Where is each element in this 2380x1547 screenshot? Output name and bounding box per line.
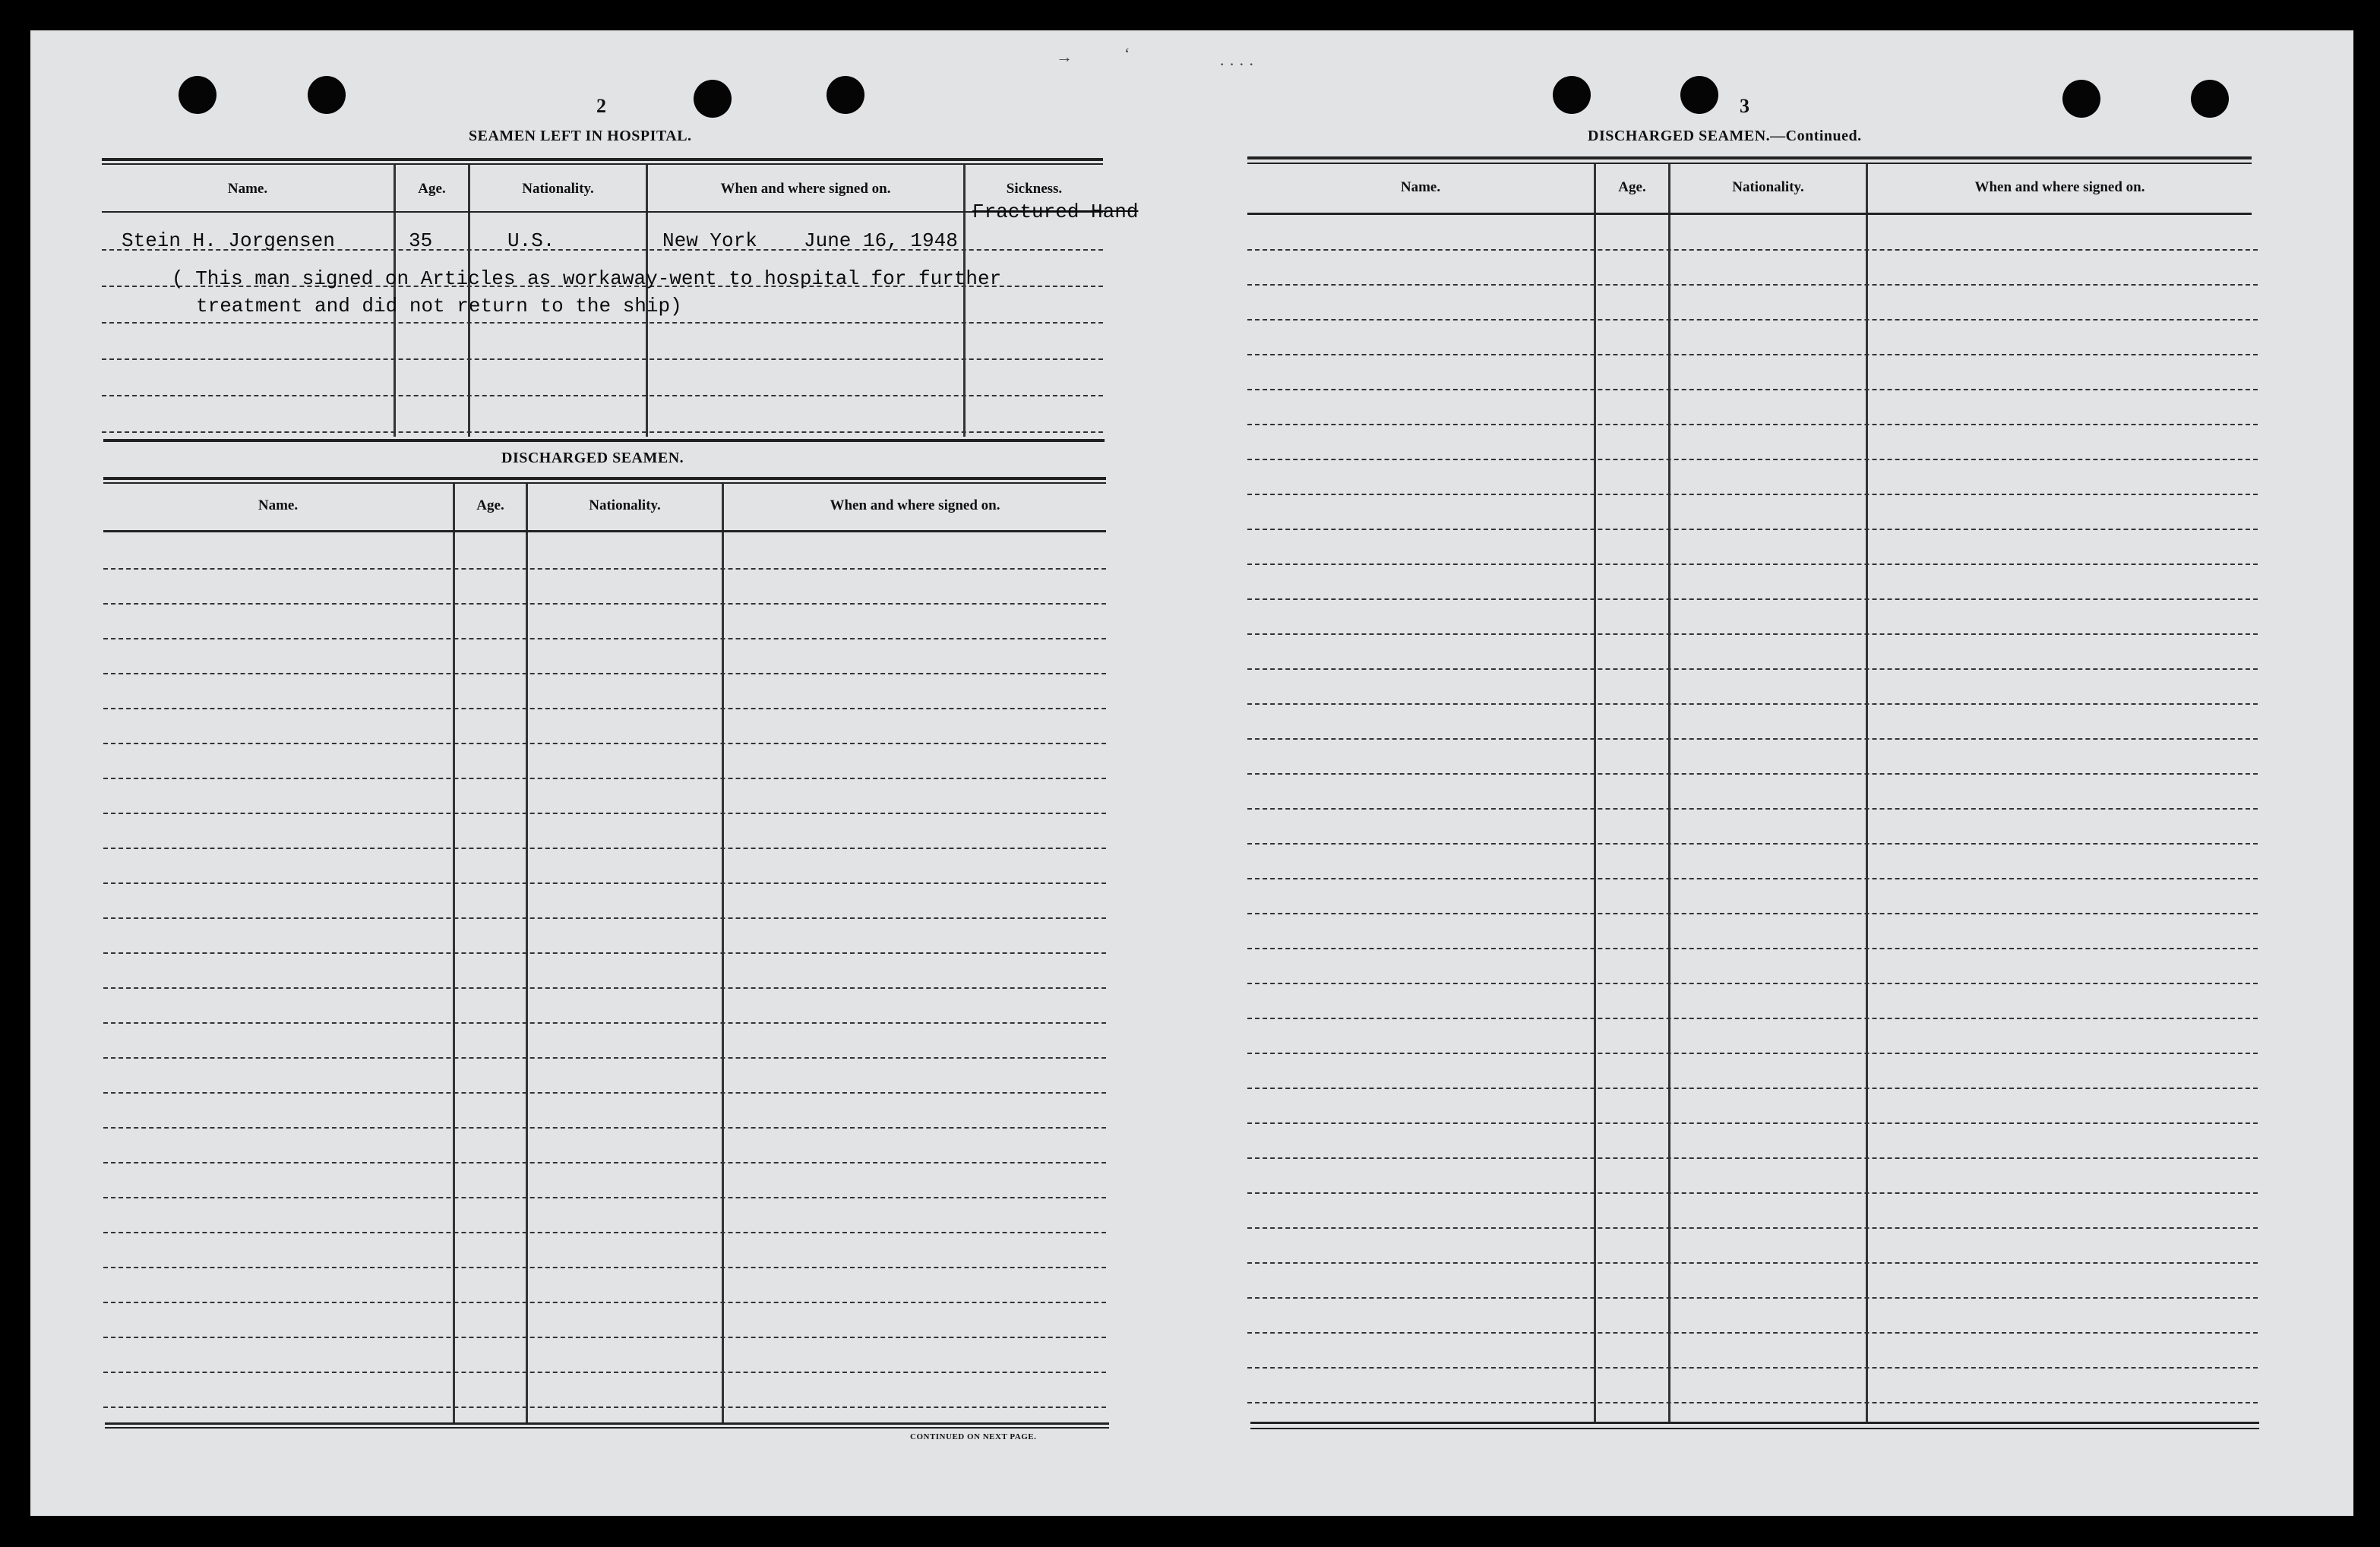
row-line bbox=[1247, 633, 2258, 635]
row-line bbox=[1247, 1297, 2258, 1299]
bottom-rule bbox=[1250, 1428, 2259, 1429]
entry-nationality: U.S. bbox=[507, 229, 555, 252]
row-line bbox=[1247, 389, 2258, 390]
column-header-nationality: Nationality. bbox=[589, 497, 661, 513]
top-rule bbox=[102, 158, 1103, 161]
row-line bbox=[102, 322, 1103, 324]
row-line bbox=[1247, 1367, 2258, 1369]
column-header-age: Age. bbox=[476, 497, 504, 513]
row-line bbox=[103, 987, 1106, 989]
row-line bbox=[1247, 668, 2258, 670]
row-line bbox=[1247, 878, 2258, 879]
section-title: SEAMEN LEFT IN HOSPITAL. bbox=[469, 128, 692, 144]
column-header-sickness: Sickness. bbox=[1006, 181, 1063, 197]
section-rule bbox=[103, 439, 1105, 442]
header-rule bbox=[102, 211, 1103, 213]
row-line bbox=[103, 917, 1106, 919]
column-divider bbox=[1594, 164, 1596, 1422]
column-header-signed-on: When and where signed on. bbox=[1974, 179, 2145, 195]
row-line bbox=[1247, 1157, 2258, 1159]
row-line bbox=[103, 603, 1106, 605]
row-line bbox=[103, 1057, 1106, 1059]
row-line bbox=[1247, 494, 2258, 495]
row-line bbox=[103, 1267, 1106, 1268]
row-line bbox=[103, 882, 1106, 884]
punch-hole bbox=[1680, 76, 1718, 114]
top-rule bbox=[103, 482, 1106, 484]
top-rule bbox=[102, 163, 1103, 165]
row-line bbox=[1247, 459, 2258, 460]
row-line bbox=[1247, 424, 2258, 425]
row-line bbox=[1247, 703, 2258, 705]
row-line bbox=[102, 395, 1103, 396]
row-line bbox=[1247, 1018, 2258, 1019]
top-rule bbox=[103, 477, 1106, 480]
row-line bbox=[1247, 354, 2258, 355]
row-line bbox=[103, 1092, 1106, 1094]
column-header-nationality: Nationality. bbox=[522, 181, 594, 197]
entry-age: 35 bbox=[409, 229, 433, 252]
continued-note: CONTINUED ON NEXT PAGE. bbox=[910, 1432, 1037, 1441]
row-line bbox=[103, 638, 1106, 639]
row-line bbox=[1247, 1192, 2258, 1194]
entry-sickness: Fractured Hand bbox=[972, 200, 1139, 223]
row-line bbox=[1247, 284, 2258, 286]
entry-name: Stein H. Jorgensen bbox=[122, 229, 335, 252]
section-title: DISCHARGED SEAMEN. bbox=[501, 450, 684, 466]
column-divider bbox=[1668, 164, 1670, 1422]
row-line bbox=[103, 708, 1106, 709]
row-line bbox=[103, 848, 1106, 849]
column-header-name: Name. bbox=[1400, 179, 1441, 195]
row-line bbox=[1247, 564, 2258, 565]
punch-hole bbox=[2191, 80, 2229, 118]
row-line bbox=[1247, 738, 2258, 740]
column-header-nationality: Nationality. bbox=[1732, 179, 1804, 195]
row-line bbox=[103, 952, 1106, 954]
row-line bbox=[1247, 1053, 2258, 1054]
page-number: 2 bbox=[596, 95, 606, 117]
row-line bbox=[103, 813, 1106, 814]
column-divider bbox=[1866, 164, 1868, 1422]
row-line bbox=[103, 1232, 1106, 1233]
row-line bbox=[103, 1407, 1106, 1408]
column-header-signed-on: When and where signed on. bbox=[720, 181, 891, 197]
row-line bbox=[1247, 983, 2258, 984]
row-line bbox=[103, 1337, 1106, 1338]
entry-place: New York bbox=[662, 229, 757, 252]
row-line bbox=[1247, 913, 2258, 914]
row-line bbox=[1247, 1332, 2258, 1334]
punch-hole bbox=[1553, 76, 1591, 114]
row-line bbox=[1247, 843, 2258, 845]
row-line bbox=[1247, 808, 2258, 810]
row-line bbox=[103, 1127, 1106, 1129]
stray-mark: · · · · bbox=[1219, 55, 1254, 74]
section-title: DISCHARGED SEAMEN.—Continued. bbox=[1588, 128, 1862, 144]
punch-hole bbox=[2062, 80, 2100, 118]
row-line bbox=[1247, 1262, 2258, 1264]
page-number: 3 bbox=[1740, 95, 1749, 117]
row-line bbox=[103, 673, 1106, 674]
row-line bbox=[1247, 1402, 2258, 1403]
top-rule bbox=[1247, 163, 2252, 164]
row-line bbox=[1247, 1227, 2258, 1229]
header-rule bbox=[103, 530, 1106, 532]
punch-hole bbox=[694, 80, 732, 118]
row-line bbox=[1247, 249, 2258, 251]
row-line bbox=[103, 1162, 1106, 1163]
column-header-age: Age. bbox=[1618, 179, 1646, 195]
punch-hole bbox=[308, 76, 346, 114]
column-header-signed-on: When and where signed on. bbox=[830, 497, 1000, 513]
top-rule bbox=[1247, 156, 2252, 159]
header-rule bbox=[1247, 213, 2252, 215]
row-line bbox=[1247, 1122, 2258, 1124]
column-header-name: Name. bbox=[258, 497, 299, 513]
row-line bbox=[1247, 598, 2258, 600]
row-line bbox=[103, 1302, 1106, 1303]
entry-date: June 16, 1948 bbox=[804, 229, 958, 252]
row-line bbox=[103, 1022, 1106, 1024]
bottom-rule bbox=[105, 1427, 1109, 1429]
row-line bbox=[103, 778, 1106, 779]
row-line bbox=[102, 358, 1103, 360]
row-line bbox=[1247, 1088, 2258, 1089]
row-line bbox=[103, 568, 1106, 570]
row-line bbox=[1247, 529, 2258, 530]
row-line bbox=[1247, 319, 2258, 320]
punch-hole bbox=[179, 76, 217, 114]
stray-mark: ʻ bbox=[1124, 44, 1130, 63]
column-header-age: Age. bbox=[418, 181, 446, 197]
row-line bbox=[102, 431, 1103, 433]
row-line bbox=[103, 743, 1106, 744]
bottom-rule bbox=[1250, 1422, 2259, 1424]
row-line bbox=[1247, 773, 2258, 775]
row-line bbox=[1247, 948, 2258, 949]
row-line bbox=[103, 1372, 1106, 1373]
row-line bbox=[103, 1197, 1106, 1198]
stray-mark: → bbox=[1056, 47, 1073, 66]
bottom-rule bbox=[105, 1422, 1109, 1425]
entry-remark: treatment and did not return to the ship) bbox=[196, 295, 682, 317]
punch-hole bbox=[827, 76, 864, 114]
column-header-name: Name. bbox=[227, 181, 268, 197]
entry-remark: ( This man signed on Articles as workaway-went to hospital for further bbox=[172, 267, 1002, 290]
